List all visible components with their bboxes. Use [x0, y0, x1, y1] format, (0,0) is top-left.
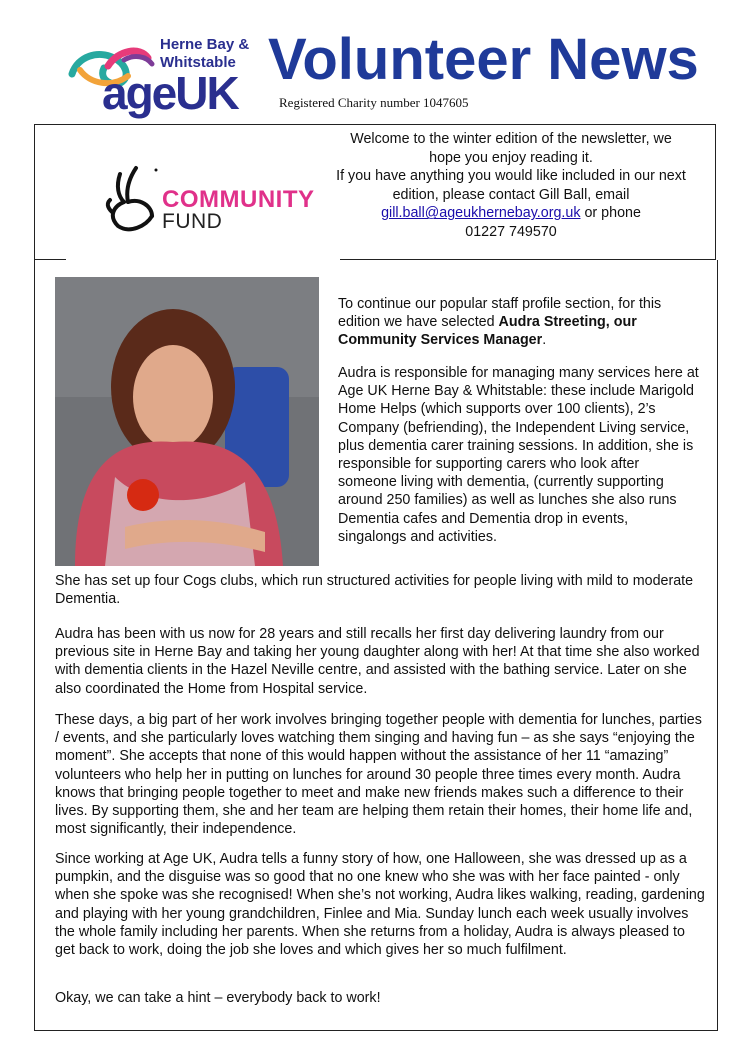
staff-photo: [55, 277, 319, 566]
or-phone-text: or phone: [584, 205, 641, 222]
community-fund-line2: FUND: [162, 210, 223, 233]
article-closing: Okay, we can take a hint – everybody back to work!: [55, 990, 381, 1006]
newsletter-title: Volunteer News: [268, 27, 699, 92]
welcome-line2: If you have anything you would like included in our next edition, please contact Gill Ball, email gill.ball@ageukhernebay.org.uk or phone 01227 749570: [336, 168, 686, 240]
email-link[interactable]: gill.ball@ageukhernebay.org.uk: [381, 205, 581, 222]
staff-name: Audra Streeting, our Community Services Manager: [338, 314, 637, 349]
article-paragraph-4: Since working at Age UK, Audra tells a funny story of how, one Halloween, she was dressed up as a pumpkin, and the disguise was so good that no one knew who she was with her face painted - only when she spoke was she recognised! When she’s not working, Audra likes walking, reading, gardening and playing with her young grandchildren, Finlee and Mia. Sunday lunch each week usually involves the whole family including her parents. When she returns from a holiday, Audra is always pleased to get back to work, doing the job she loves and which gives her so much fulfilment.: [55, 851, 705, 959]
phone-number: 01227 749570: [465, 223, 557, 240]
org-name-line1: Herne Bay &: [160, 36, 250, 53]
age-word: age: [102, 67, 176, 119]
welcome-text: [336, 130, 686, 242]
article-intro: To continue our popular staff profile section, for this edition we have selected Audra Streeting, our Community Services Manager.: [338, 296, 662, 349]
article-paragraph-2: Audra has been with us now for 28 years and still recalls her first day delivering laundry from our previous site in Herne Bay and taking her young daughter along with her! At that time she also worked with dementia clients in the Hazel Neville centre, and assisted with the bathing service. Later on she also coordinated the Home from Hospital service.: [55, 626, 700, 697]
community-fund-line1: COMMUNITY: [162, 186, 315, 213]
article-description: Audra is responsible for managing many services here at Age UK Herne Bay & Whitstable: these include Marigold Home Helps (which supports over 100 clients), 2’s Company (befriending), the Independent Living service, plus dementia carer training sessions. In addition, she is responsible for supporting carers who look after someone living with dementia, (currently supporting around 250 families) as well as lunches she also runs Dementia cafes and Dementia drop in events, singalongs and activities.: [338, 365, 699, 545]
org-name-line2: Whitstable: [160, 54, 236, 71]
age-uk-wordmark: [102, 67, 238, 119]
welcome-line1: Welcome to the winter edition of the newsletter, we hope you enjoy reading it.: [350, 131, 672, 166]
article-paragraph-3: These days, a big part of her work involves bringing together people with dementia for lunches, parties / events, and she particularly loves watching them singing and having fun – as she says “enjoying the moment”. She accepts that none of this would happen without the assistance of her 11 “amazing” volunteers who help her in putting on lunches for around 30 people three times every month. Audra knows that bringing people together to meet and make new friends makes such a difference to their lives. By supporting them, she and her team are helping them retain their homes, their home life and, most significantly, their independence.: [55, 712, 702, 838]
uk-word: UK: [175, 67, 238, 119]
article-paragraph-1: She has set up four Cogs clubs, which run structured activities for people living with mild to moderate Dementia.: [55, 573, 694, 608]
charity-number: Registered Charity number 1047605: [279, 95, 469, 110]
